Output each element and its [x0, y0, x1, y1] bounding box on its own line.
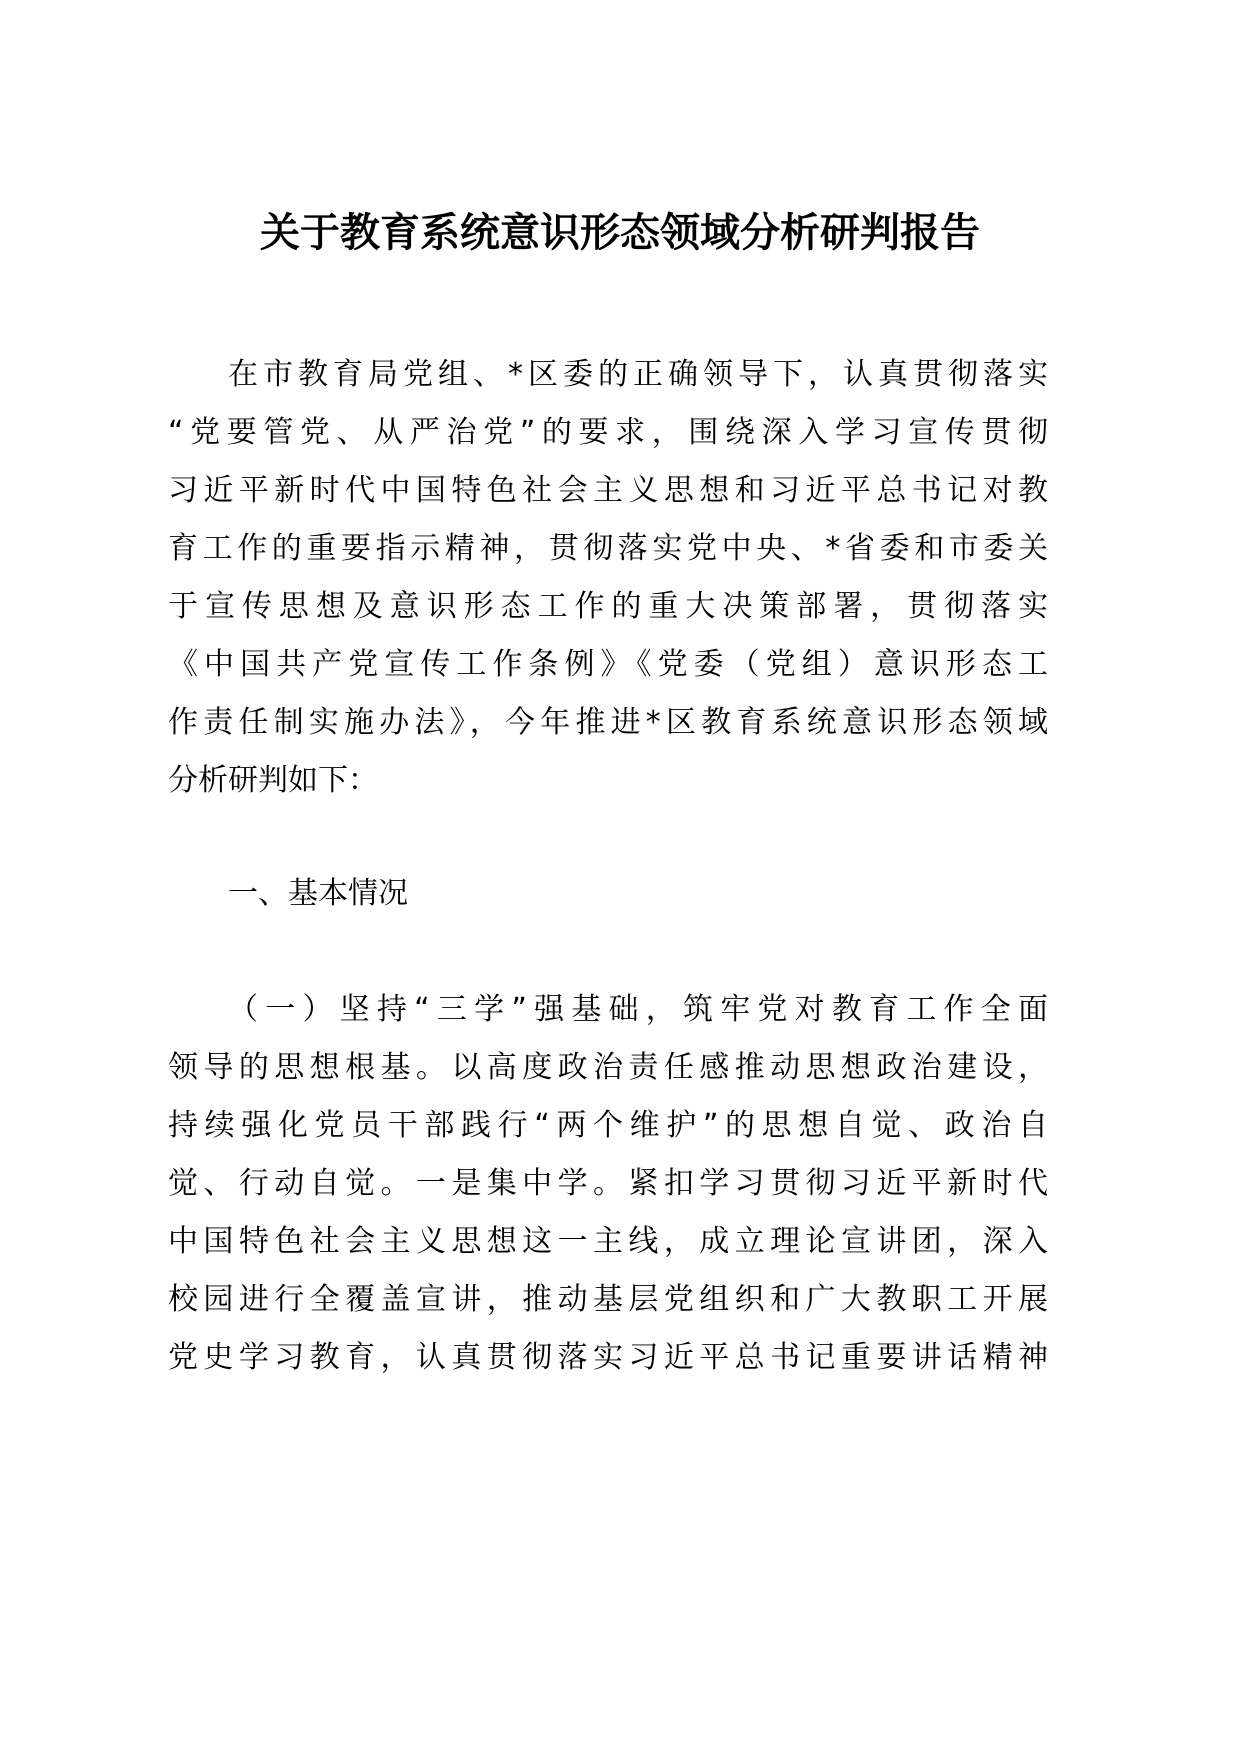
- paragraph-line: 育工作的重要指示精神，贯彻落实党中央、*省委和市委关: [168, 531, 1048, 566]
- paragraph-line: 《中国共产党宣传工作条例》《党委（党组）意识形态工: [168, 647, 1048, 682]
- paragraph-line: 领导的思想根基。以高度政治责任感推动思想政治建设，: [168, 1050, 1048, 1085]
- paragraph-line: 于宣传思想及意识形态工作的重大决策部署，贯彻落实: [168, 589, 1048, 624]
- section-heading: 一、基本情况: [228, 876, 408, 911]
- paragraph-line: 作责任制实施办法》，今年推进*区教育系统意识形态领域: [168, 705, 1048, 740]
- paragraph-line: 中国特色社会主义思想这一主线，成立理论宣讲团，深入: [168, 1224, 1048, 1259]
- paragraph-line: （一）坚持“三学”强基础，筑牢党对教育工作全面: [228, 992, 1048, 1027]
- paragraph-line: 校园进行全覆盖宣讲，推动基层党组织和广大教职工开展: [168, 1282, 1048, 1317]
- paragraph-line: 持续强化党员干部践行“两个维护”的思想自觉、政治自: [168, 1108, 1048, 1143]
- paragraph-line: 在市教育局党组、*区委的正确领导下，认真贯彻落实: [228, 357, 1048, 392]
- document-title: 关于教育系统意识形态领域分析研判报告: [260, 210, 980, 256]
- paragraph-line: “党要管党、从严治党”的要求，围绕深入学习宣传贯彻: [168, 415, 1048, 450]
- paragraph-line: 习近平新时代中国特色社会主义思想和习近平总书记对教: [168, 473, 1048, 508]
- paragraph-line: 分析研判如下：: [168, 763, 378, 798]
- paragraph-line: 党史学习教育，认真贯彻落实习近平总书记重要讲话精神: [168, 1340, 1048, 1375]
- paragraph-line: 觉、行动自觉。一是集中学。紧扣学习贯彻习近平新时代: [168, 1166, 1048, 1201]
